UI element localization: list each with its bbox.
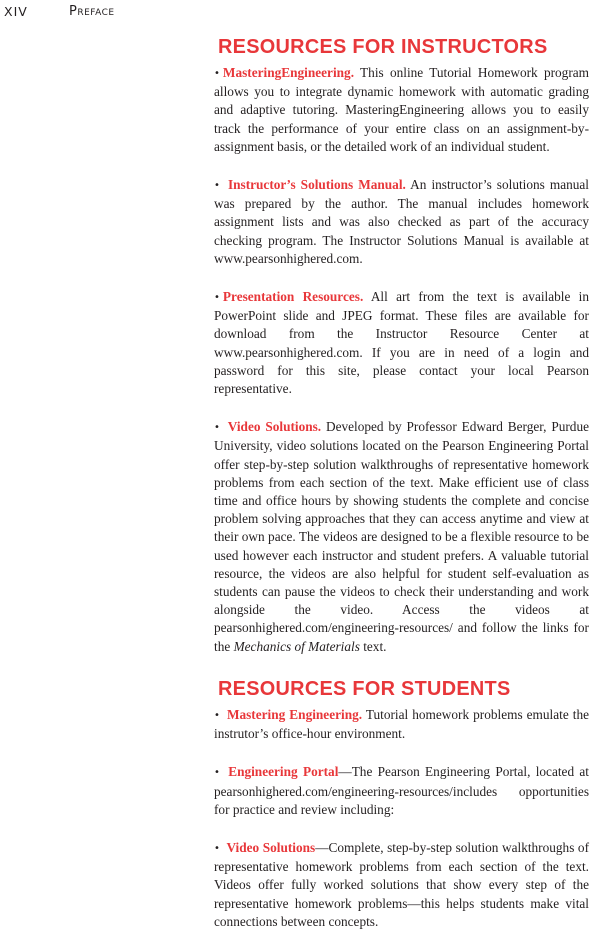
item-body: An instructor’s solutions manual was prepared by the author. The manual includes homework assignment lists and was also checked as part of the accuracy checking program. The Instructor Solutions Manual is available at www.pearsonhighered.com. bbox=[214, 177, 589, 266]
item-lead: Engineering Portal bbox=[228, 764, 339, 780]
section-heading-students: RESOURCES FOR STUDENTS bbox=[218, 676, 511, 700]
item-tail: text. bbox=[359, 638, 387, 654]
item-body: All art from the text is available in PowerPoint slide and JPEG format. These files are available for download from the Instructor Resource Center at www.pearsonhighered.com. If you are in need of a login and password for this site, please contact your local Pearson representative. bbox=[214, 289, 589, 397]
resource-item-solutions-manual bbox=[214, 176, 589, 268]
item-body: Developed by Professor Edward Berger, Purdue University, video solutions located on the Pearson Engineering Portal offer step-by-step solution walkthroughs of representative homework problems from each section of the text. Make efficient use of class time and office hours by showing students the complete and concise problem solving approaches that they can access anytime and view at their own pace. The videos are designed to be a flexible resource to be used however each instructor and student prefers. A valuable tutorial resource, the videos are also helpful for student self-evaluation as students can pause the videos to check their understanding and work alongside the video. Access the videos at pearsonhighered.com/engineering-resources/ and follow the links for the bbox=[214, 419, 590, 654]
item-lead: MasteringEngineering. bbox=[222, 65, 355, 80]
item-body: This online Tutorial Homework program allows you to integrate dynamic homework with automatic grading and adaptive tutoring. MasteringEngineering allows you to easily track the performance of your entire class on an assignment-by-assignment basis, or the detailed work of an individual student. bbox=[214, 65, 589, 154]
item-lead: Video Solutions bbox=[226, 839, 316, 855]
book-title: Mechanics of Materials bbox=[233, 638, 360, 654]
item-lead: Video Solutions. bbox=[227, 419, 322, 435]
resource-item-presentation-resources bbox=[214, 288, 589, 398]
running-title: Preface bbox=[69, 4, 115, 19]
resource-item-video-solutions bbox=[214, 418, 589, 656]
resource-item-engineering-portal bbox=[214, 763, 589, 819]
item-body: —Complete, step-by-step solution walkthroughs of representative homework problems from each section of the text. Videos offer fully worked solutions that show every step of the representative homework problems—this helps students make vital connections between concepts. bbox=[214, 839, 589, 929]
section-heading-instructors: RESOURCES FOR INSTRUCTORS bbox=[218, 35, 548, 58]
item-lead: Presentation Resources. bbox=[222, 289, 364, 305]
bullet-icon: • bbox=[214, 842, 220, 854]
bullet-icon: • bbox=[214, 422, 220, 434]
item-lead: Mastering Engineering. bbox=[226, 706, 363, 722]
item-body: Tutorial homework problems emulate the instrutor’s office-hour environment. bbox=[214, 706, 590, 742]
resource-item-mastering-engineering bbox=[214, 64, 589, 156]
page-number: XIV bbox=[4, 4, 28, 19]
bullet-icon: • bbox=[214, 180, 220, 192]
resource-item-student-video-solutions bbox=[214, 839, 589, 931]
bullet-icon: • bbox=[214, 68, 220, 79]
item-body: —The Pearson Engineering Portal, located at pearsonhighered.com/engineering-resources/includes opportunities for practice and review including: bbox=[214, 764, 589, 817]
bullet-icon: • bbox=[214, 709, 220, 721]
bullet-icon: • bbox=[214, 767, 220, 779]
bullet-icon: • bbox=[214, 292, 220, 304]
main-column bbox=[214, 34, 589, 951]
resource-item-student-mastering bbox=[214, 706, 589, 743]
item-lead: Instructor’s Solutions Manual. bbox=[227, 177, 406, 193]
